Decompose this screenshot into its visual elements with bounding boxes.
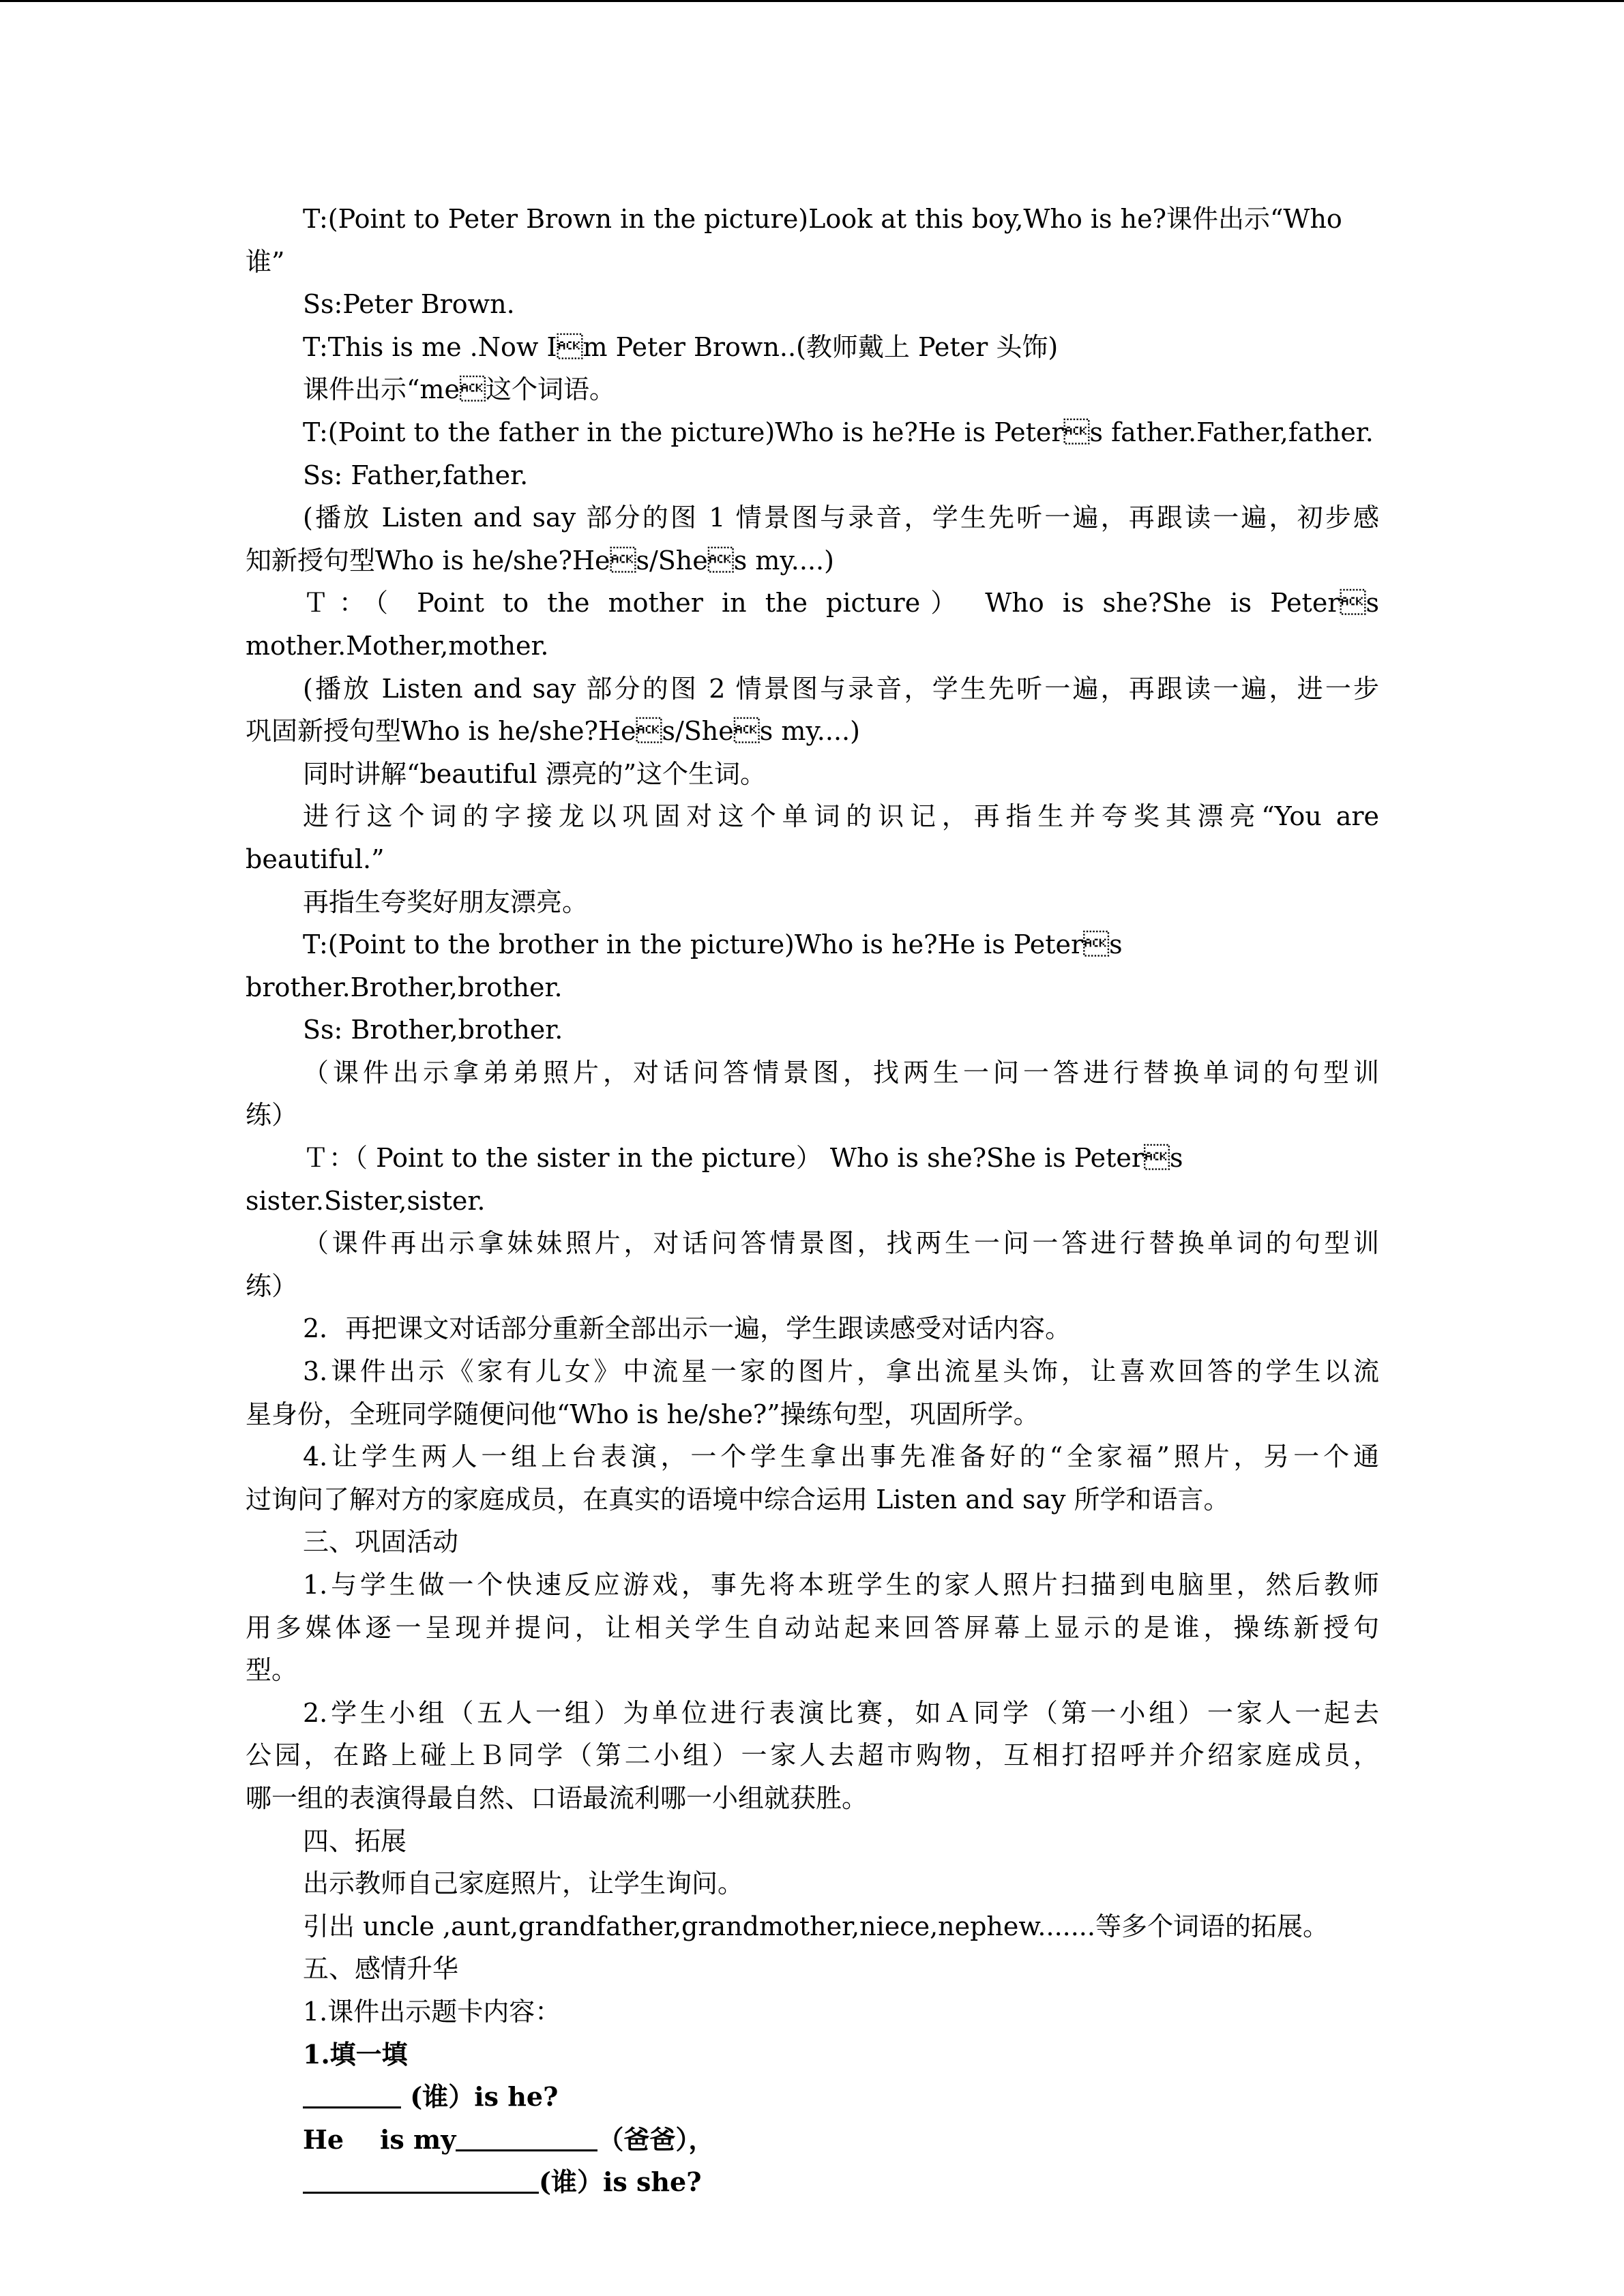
paragraph-line: 同时讲解“beautiful 漂亮的”这个生词。 [303, 758, 766, 789]
section-heading: 三、巩固活动 [303, 1527, 459, 1557]
exercise-question-1 [246, 2076, 1379, 2119]
paragraph-line: Ss:Peter Brown. [303, 289, 515, 320]
paragraph-line: T:(Point to the brother in the picture)Who is he?He is Peters brother.Brother,brother. [246, 929, 1123, 1002]
paragraph-line: 2.学生小组（五人一组）为单位进行表演比赛，如Ａ同学（第一小组）一家人一起去 [303, 1697, 1379, 1728]
fill-blank[interactable] [303, 2164, 539, 2194]
paragraph-line: Ss: Brother,brother. [303, 1015, 563, 1045]
paragraph-line: 出示教师自己家庭照片，让学生询问。 [303, 1868, 744, 1899]
paragraph-line: 再指生夸奖好朋友漂亮。 [303, 886, 589, 917]
paragraph-line: 2．再把课文对话部分重新全部出示一遍，学生跟读感受对话内容。 [303, 1313, 1072, 1344]
paragraph-line: Ss: Father,father. [303, 460, 529, 490]
exercise-heading: 1.填一填 [303, 2038, 408, 2070]
paragraph-line: （课件再出示拿妹妹照片，对话问答情景图，找两生一问一答进行替换单词的句型训 [303, 1228, 1379, 1259]
fill-blank[interactable] [456, 2122, 597, 2151]
paragraph-line: 1.与学生做一个快速反应游戏，事先将本班学生的家人照片扫描到电脑里，然后教师 [303, 1570, 1379, 1600]
paragraph-line: 引出 uncle ,aunt,grandfather,grandmother,niece,nephew.......等多个词语的拓展。 [303, 1911, 1329, 1941]
exercise-question-3 [246, 2161, 1379, 2204]
paragraph-line: 型。 [246, 1655, 298, 1686]
question-text: (谁）is she? [539, 2166, 702, 2198]
section-heading: 四、拓展 [303, 1825, 407, 1856]
paragraph-line: Ｔ：（ Point to the mother in the picture） Who is she?She is Peters [303, 588, 1379, 618]
paragraph-line: (播放 Listen and say 部分的图 2 情景图与录音，学生先听一遍，再跟读一遍，进一步 [303, 673, 1379, 704]
paragraph-line: (播放 Listen and say 部分的图 1 情景图与录音，学生先听一遍，再跟读一遍，初步感 [303, 503, 1379, 533]
paragraph-line: 进行这个词的字接龙以巩固对这个单词的识记，再指生并夸奖其漂亮“You are [303, 801, 1379, 832]
paragraph-line: 知新授句型Who is he/she?Hes/Shes my....) [246, 545, 834, 576]
paragraph-line: 公园，在路上碰上Ｂ同学（第二小组）一家人去超市购物，互相打招呼并介绍家庭成员， [246, 1740, 1379, 1771]
fill-blank[interactable] [303, 2079, 401, 2108]
paragraph-line: 1.课件出示题卡内容： [303, 1996, 561, 2027]
section-heading: 五、感情升华 [303, 1954, 459, 1984]
question-text: (谁）is he? [401, 2081, 559, 2113]
top-border-rule [0, 0, 1624, 2]
exercise-question-2 [246, 2119, 1379, 2162]
paragraph-line: beautiful.” [246, 844, 385, 874]
paragraph-line: （课件出示拿弟弟照片，对话问答情景图，找两生一问一答进行替换单词的句型训 [303, 1057, 1379, 1088]
question-prefix: He is my [303, 2123, 456, 2155]
paragraph-line: 过询问了解对方的家庭成员，在真实的语境中综合运用 Listen and say 所学和语言。 [246, 1484, 1230, 1515]
paragraph-line: 星身份，全班同学随便问他“Who is he/she?”操练句型，巩固所学。 [246, 1399, 1039, 1429]
paragraph-line: 3.课件出示《家有儿女》中流星一家的图片，拿出流星头饰，让喜欢回答的学生以流 [303, 1356, 1379, 1387]
paragraph-line: 哪一组的表演得最自然、口语最流利哪一小组就获胜。 [246, 1783, 868, 1813]
paragraph-line: 4.让学生两人一组上台表演，一个学生拿出事先准备好的“全家福”照片，另一个通 [303, 1442, 1379, 1472]
paragraph-line: 用多媒体逐一呈现并提问，让相关学生自动站起来回答屏幕上显示的是谁，操练新授句 [246, 1612, 1379, 1643]
paragraph-line: Ｔ：（ Point to the sister in the picture） Who is she?She is Peters sister.Sister,sister. [246, 1143, 1183, 1216]
document-body [246, 198, 1379, 2204]
question-suffix: （爸爸）， [597, 2123, 715, 2155]
paragraph-line: 巩固新授句型Who is he/she?Hes/Shes my....) [246, 716, 860, 747]
paragraph-line: mother.Mother,mother. [246, 630, 549, 661]
paragraph-line: T:(Point to the father in the picture)Who is he?He is Peters father.Father,father. [303, 417, 1374, 447]
paragraph-line: 课件出示“me这个词语。 [303, 374, 615, 405]
paragraph-line: 练） [246, 1100, 298, 1131]
paragraph-line: 练） [246, 1270, 298, 1301]
paragraph-line: T:This is me .Now Im Peter Brown..(教师戴上 Peter 头饰) [303, 331, 1059, 362]
paragraph-line: T:(Point to Peter Brown in the picture)Look at this boy,Who is he?课件出示“Who 谁” [246, 204, 1342, 277]
